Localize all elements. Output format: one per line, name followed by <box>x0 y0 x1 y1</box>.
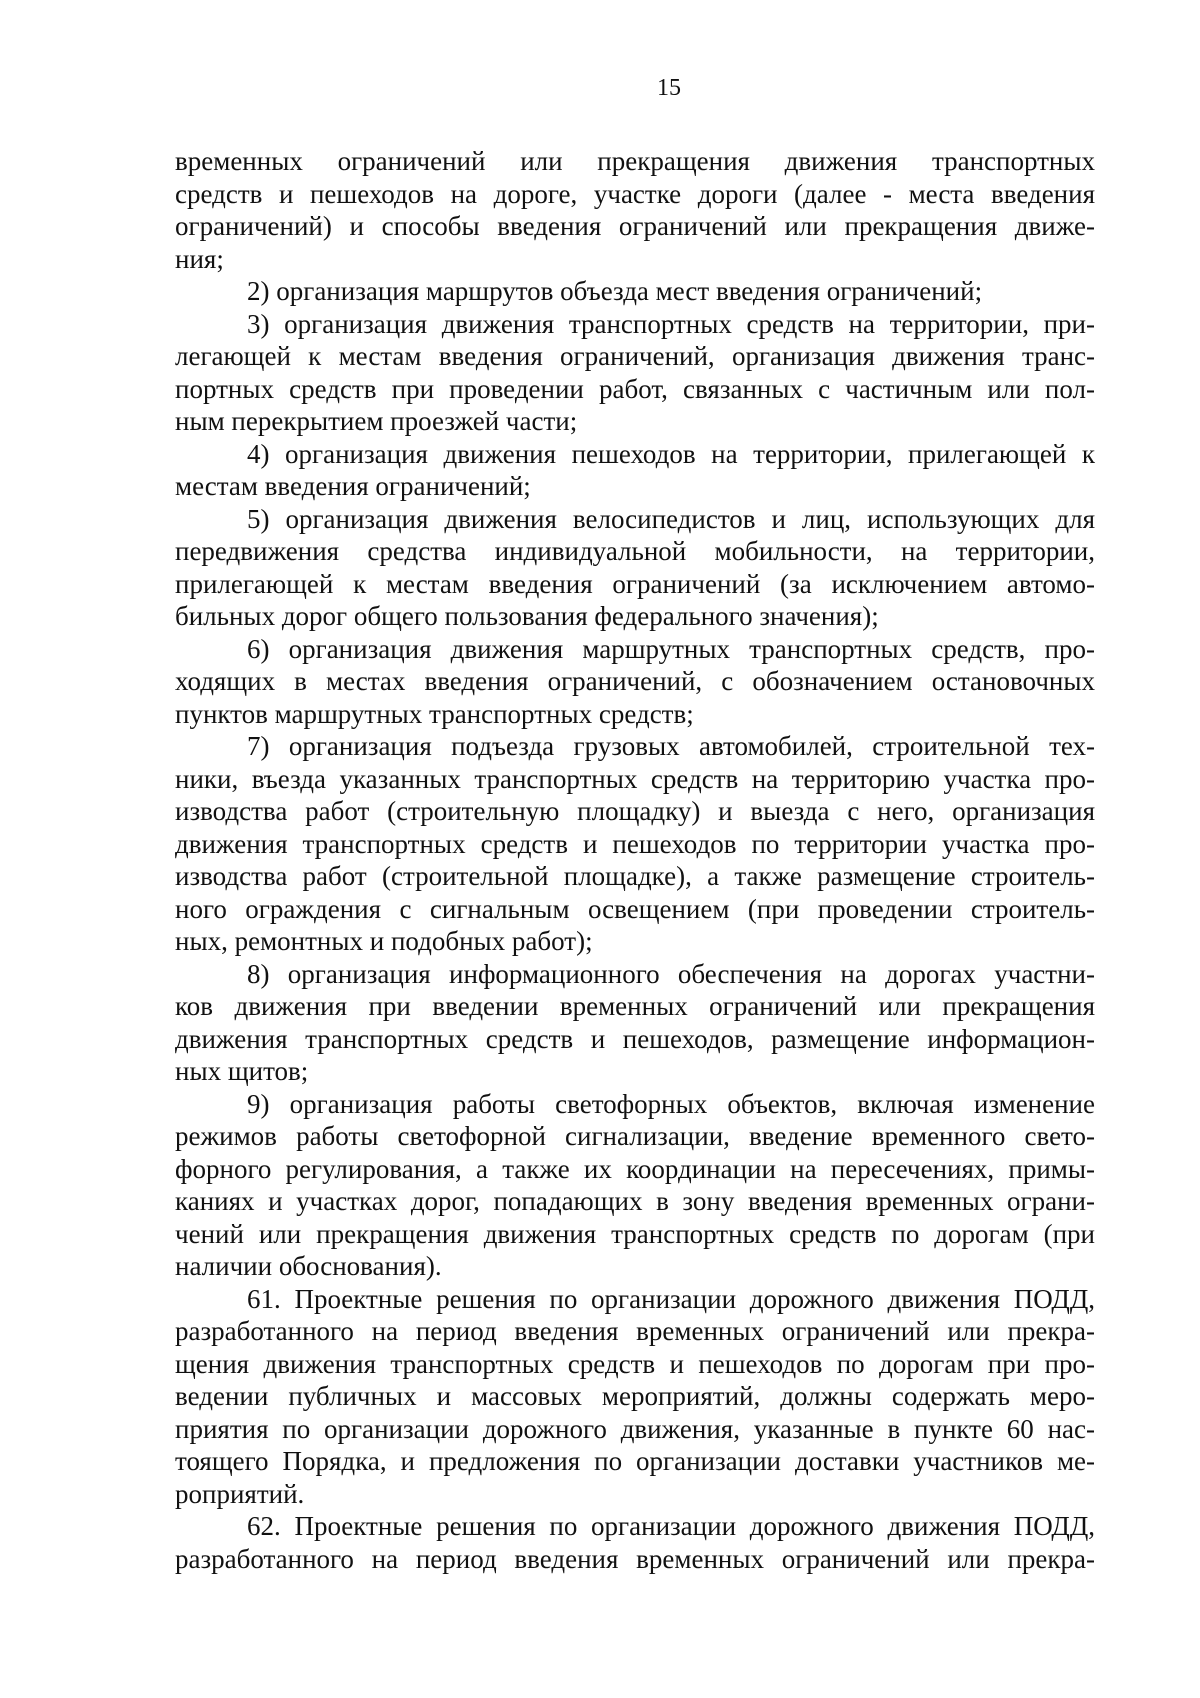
text-line: легающей к местам введения ограничений, организация движения транс- <box>175 341 1095 371</box>
text-line: режимов работы светофорной сигнализации, введение временного свето- <box>175 1121 1095 1151</box>
text-line: щения движения транспортных средств и пешеходов по дорогам при про- <box>175 1348 1095 1379</box>
document-body <box>175 145 1095 1575</box>
text-line: 9) организация работы светофорных объектов, включая изменение <box>247 1088 1095 1119</box>
text-line: ных, ремонтных и подобных работ); <box>175 926 593 956</box>
text-line: ходящих в местах введения ограничений, с обозначением остановочных <box>175 666 1095 696</box>
text-line: разработанного на период введения временных ограничений или прекра- <box>175 1543 1095 1574</box>
text-line: 2) организация маршрутов объезда мест введения ограничений; <box>247 276 983 306</box>
text-line: ограничений) и способы введения ограничений или прекращения движе- <box>175 211 1095 241</box>
text-line: 8) организация информационного обеспечения на дорогах участни- <box>247 958 1095 989</box>
text-line: местам введения ограничений; <box>175 471 531 501</box>
text-line: ники, въезда указанных транспортных средств на территорию участка про- <box>175 763 1095 794</box>
text-line: приятия по организации дорожного движения, указанные в пункте 60 нас- <box>175 1413 1095 1444</box>
text-line: средств и пешеходов на дороге, участке дороги (далее - места введения <box>175 178 1095 209</box>
text-line: ного ограждения с сигнальным освещением (при проведении строитель- <box>175 893 1095 924</box>
text-line: 7) организация подъезда грузовых автомобилей, строительной тех- <box>247 731 1095 761</box>
text-line: 61. Проектные решения по организации дорожного движения ПОДД, <box>247 1283 1095 1314</box>
text-line: 5) организация движения велосипедистов и лиц, использующих для <box>247 503 1095 534</box>
text-line: 6) организация движения маршрутных транспортных средств, про- <box>247 633 1095 664</box>
text-line: форного регулирования, а также их координации на пересечениях, примы- <box>175 1153 1095 1184</box>
text-line: ных щитов; <box>175 1056 309 1086</box>
text-line: движения транспортных средств и пешеходов по территории участка про- <box>175 828 1095 859</box>
text-line: роприятий. <box>175 1478 305 1509</box>
text-line: наличии обоснования). <box>175 1251 442 1281</box>
text-line: каниях и участках дорог, попадающих в зону введения временных ограни- <box>175 1186 1095 1216</box>
text-line: изводства работ (строительной площадке), а также размещение строитель- <box>175 861 1095 891</box>
page-number: 15 <box>657 75 681 101</box>
text-line: ния; <box>175 243 224 274</box>
text-line: передвижения средства индивидуальной мобильности, на территории, <box>175 536 1095 566</box>
text-line: движения транспортных средств и пешеходов, размещение информацион- <box>175 1023 1095 1054</box>
text-line: 4) организация движения пешеходов на территории, прилегающей к <box>247 438 1095 469</box>
text-line: разработанного на период введения временных ограничений или прекра- <box>175 1316 1095 1346</box>
text-line: чений или прекращения движения транспортных средств по дорогам (при <box>175 1218 1095 1249</box>
text-line: прилегающей к местам введения ограничений (за исключением автомо- <box>175 568 1095 599</box>
text-line: временных ограничений или прекращения движения транспортных <box>175 146 1095 176</box>
text-line: 62. Проектные решения по организации дорожного движения ПОДД, <box>247 1511 1095 1541</box>
text-line: пунктов маршрутных транспортных средств; <box>175 698 694 729</box>
text-line: ведении публичных и массовых мероприятий, должны содержать меро- <box>175 1381 1095 1411</box>
text-line: портных средств при проведении работ, связанных с частичным или пол- <box>175 373 1095 404</box>
text-line: ков движения при введении временных ограничений или прекращения <box>175 991 1095 1021</box>
text-line: изводства работ (строительную площадку) и выезда с него, организация <box>175 796 1095 826</box>
text-line: тоящего Порядка, и предложения по организации доставки участников ме- <box>175 1446 1095 1476</box>
text-line: 3) организация движения транспортных средств на территории, при- <box>247 308 1095 339</box>
text-line: ным перекрытием проезжей части; <box>175 406 578 436</box>
text-line: бильных дорог общего пользования федерального значения); <box>175 601 879 631</box>
